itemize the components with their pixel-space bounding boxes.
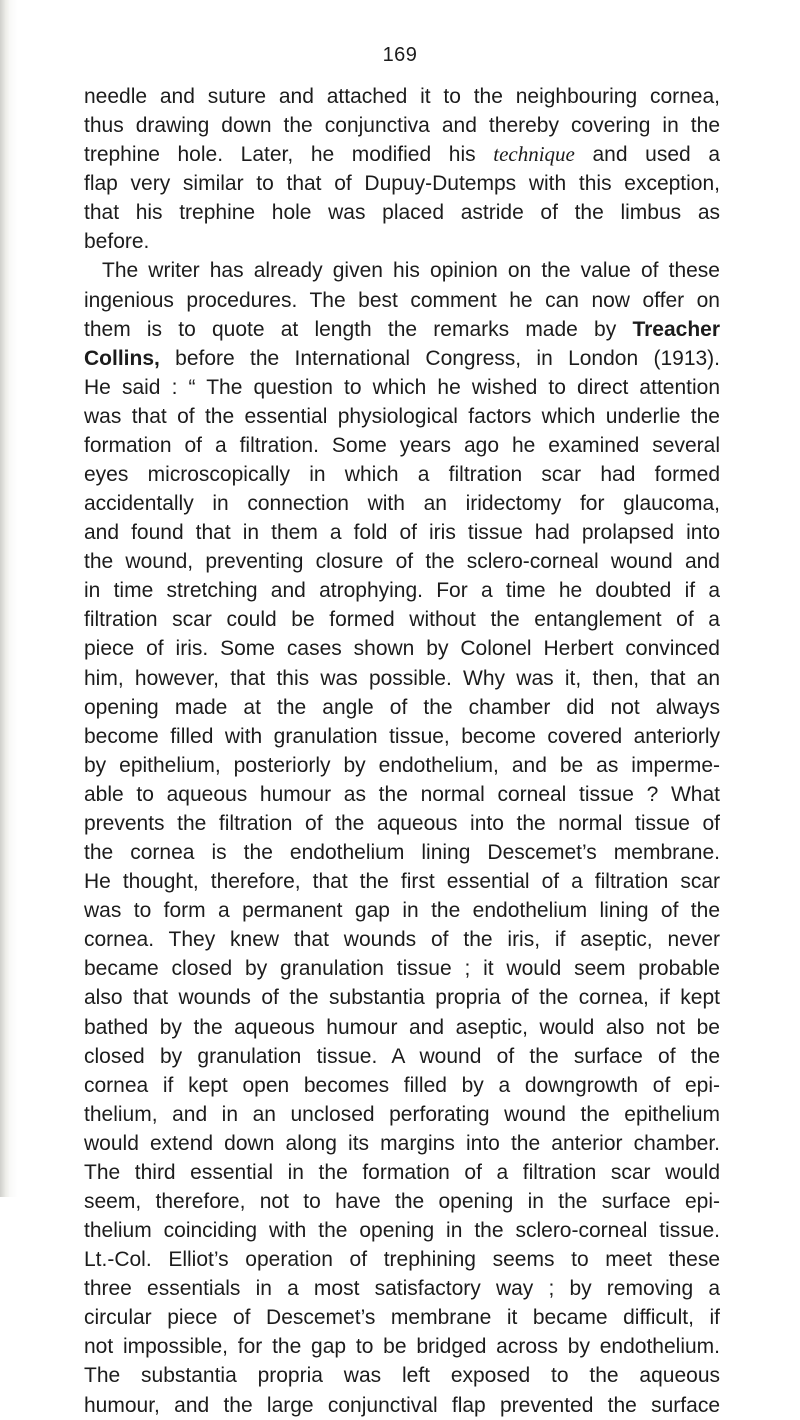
- text-line: [84, 1158, 720, 1187]
- text-run: them is to quote at length the remarks made by: [84, 317, 633, 341]
- text-line: [84, 1391, 720, 1420]
- text-line: [84, 1361, 720, 1390]
- text-run: needle and suture and attached it to the neighbouring cornea,: [84, 85, 720, 108]
- text-run: circular piece of Descemet’s membrane it became difficult, if: [84, 1306, 720, 1330]
- text-run: piece of iris. Some cases shown by Colonel Herbert convinced: [84, 637, 720, 661]
- text-line: [84, 111, 720, 140]
- text-run: was to form a permanent gap in the endothelium lining of the: [84, 899, 720, 923]
- text-line: [84, 867, 720, 896]
- text-line: [84, 1187, 720, 1216]
- text-run: filtration scar could be formed without the entanglement of a: [84, 608, 720, 632]
- text-run: cornea if kept open becomes filled by a downgrowth of epi-: [84, 1073, 720, 1097]
- text-run: able to aqueous humour as the normal corneal tissue ? What: [84, 782, 720, 806]
- text-run: not impossible, for the gap to be bridged across by endothelium.: [84, 1335, 720, 1359]
- text-run: before the International Congress, in London (1913).: [159, 346, 720, 370]
- text-run: was that of the essential physiological factors which underlie the: [84, 404, 720, 428]
- text-line: [84, 1274, 720, 1303]
- text-line: [84, 373, 720, 402]
- text-run: became closed by granulation tissue ; it would seem probable: [84, 957, 720, 981]
- text-run: accidentally in connection with an iridectomy for glaucoma,: [84, 492, 720, 516]
- text-line: [84, 286, 720, 315]
- text-line: [84, 693, 720, 722]
- text-run: seem, therefore, not to have the opening in the surface epi-: [84, 1189, 720, 1213]
- text-line: [84, 1129, 720, 1158]
- text-run: thelium coinciding with the opening in the sclero-corneal tissue.: [84, 1219, 720, 1243]
- text-line: [84, 1071, 720, 1100]
- text-run: The substantia propria was left exposed to the aqueous: [84, 1364, 720, 1388]
- text-run: cornea. They knew that wounds of the iris, if aseptic, never: [84, 928, 720, 952]
- text-run: that his trephine hole was placed astride of the limbus as: [84, 201, 720, 225]
- text-line: [84, 344, 720, 373]
- text-run: Lt.-Col. Elliot’s operation of trephining seems to meet these: [84, 1248, 720, 1272]
- text-line: [84, 1245, 720, 1274]
- text-line: [84, 140, 720, 169]
- text-run: formation of a filtration. Some years ago he examined several: [84, 433, 720, 457]
- text-line: [84, 576, 720, 605]
- text-line: [84, 82, 720, 111]
- text-run: and used a: [574, 143, 720, 167]
- text-run: He thought, therefore, that the first essential of a filtration scar: [84, 870, 720, 894]
- text-run: ingenious procedures. The best comment he can now offer on: [84, 288, 720, 312]
- text-line: [84, 664, 720, 693]
- text-line: [84, 780, 720, 809]
- text-line: [84, 896, 720, 925]
- text-line: [84, 1042, 720, 1071]
- text-run: thelium, and in an unclosed perforating wound the epithelium: [84, 1102, 720, 1126]
- text-run: The writer has already given his opinion on the value of these: [102, 259, 720, 283]
- text-run: bathed by the aqueous humour and aseptic, would also not be: [84, 1015, 720, 1039]
- text-line: [84, 1303, 720, 1332]
- text-line: [84, 256, 720, 285]
- italic-term: technique: [493, 142, 575, 167]
- text-line: [84, 1013, 720, 1042]
- text-line: [84, 925, 720, 954]
- text-line: [84, 605, 720, 634]
- text-line: [84, 751, 720, 780]
- text-run: prevents the filtration of the aqueous into the normal tissue of: [84, 811, 720, 835]
- text-run: by epithelium, posteriorly by endothelium, and be as imperme-: [84, 753, 720, 777]
- text-run: the wound, preventing closure of the sclero-corneal wound and: [84, 550, 720, 574]
- text-line: [84, 315, 720, 344]
- text-run: him, however, that this was possible. Why was it, then, that an: [84, 666, 720, 690]
- spine-shadow: [0, 0, 10, 1197]
- text-line: [84, 954, 720, 983]
- text-line: [84, 1100, 720, 1129]
- text-line: [84, 983, 720, 1012]
- text-run: humour, and the large conjunctival flap prevented the surface: [84, 1393, 720, 1417]
- text-line: [84, 809, 720, 838]
- text-line: [84, 518, 720, 547]
- text-run: eyes microscopically in which a filtration scar had formed: [84, 463, 720, 487]
- text-line: [84, 169, 720, 198]
- text-run: become filled with granulation tissue, become covered anteriorly: [84, 724, 720, 748]
- text-line: [84, 1216, 720, 1245]
- bold-name: Collins,: [84, 346, 160, 370]
- text-line: [84, 547, 720, 576]
- page-number: 169: [382, 44, 418, 66]
- text-line: [84, 489, 720, 518]
- text-line: [84, 722, 720, 751]
- text-run: thus drawing down the conjunctiva and thereby covering in the: [84, 114, 720, 138]
- text-run: in time stretching and atrophying. For a time he doubted if a: [84, 579, 720, 603]
- text-line: [84, 634, 720, 663]
- text-run: before.: [84, 230, 150, 254]
- text-line: [84, 460, 720, 489]
- text-run: and found that in them a fold of iris tissue had prolapsed into: [84, 521, 720, 545]
- text-run: closed by granulation tissue. A wound of the surface of the: [84, 1044, 720, 1068]
- text-run: would extend down along its margins into the anterior chamber.: [84, 1131, 720, 1155]
- body-text: [84, 82, 720, 1420]
- text-run: He said : “ The question to which he wished to direct attention: [84, 375, 720, 399]
- text-run: opening made at the angle of the chamber did not always: [84, 695, 720, 719]
- text-line: [84, 198, 720, 227]
- text-run: The third essential in the formation of a filtration scar would: [84, 1160, 720, 1184]
- text-run: also that wounds of the substantia propria of the cornea, if kept: [84, 986, 720, 1010]
- text-run: trephine hole. Later, he modified his: [84, 143, 494, 167]
- text-line: [84, 431, 720, 460]
- text-run: three essentials in a most satisfactory way ; by removing a: [84, 1277, 720, 1301]
- text-run: flap very similar to that of Dupuy-Dutemps with this exception,: [84, 172, 720, 196]
- text-run: the cornea is the endothelium lining Descemet’s membrane.: [84, 841, 720, 865]
- text-line: [84, 402, 720, 431]
- text-line: [84, 1332, 720, 1361]
- text-line: [84, 227, 720, 256]
- bold-name: Treacher: [632, 317, 720, 341]
- text-line: [84, 838, 720, 867]
